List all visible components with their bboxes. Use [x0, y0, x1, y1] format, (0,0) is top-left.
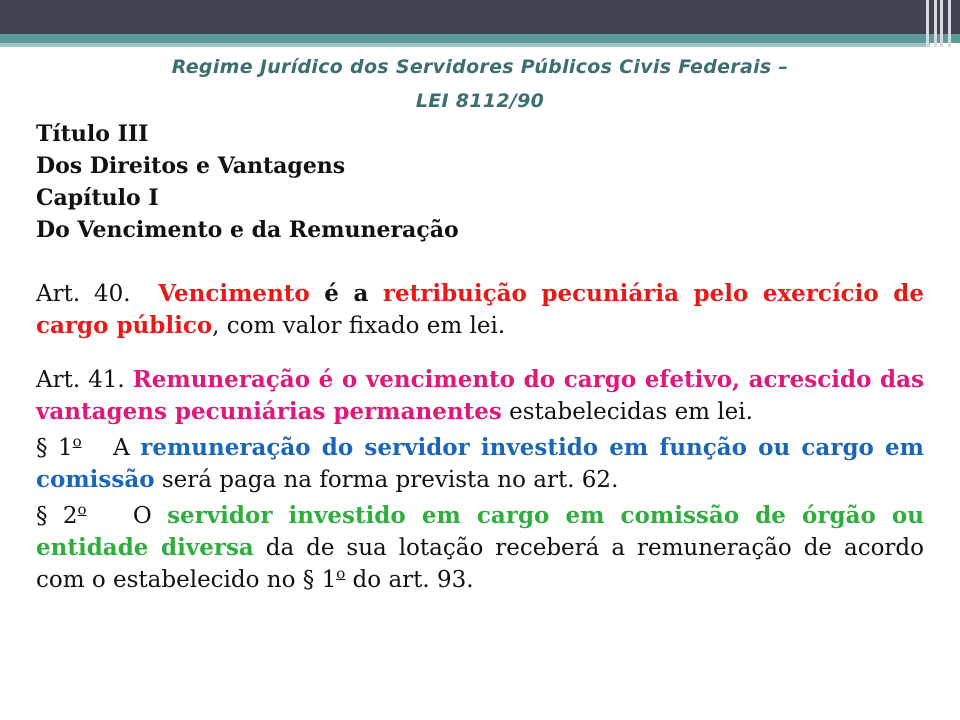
- top-teal-bar: [0, 34, 960, 43]
- capitulo-heading: Capítulo I: [36, 185, 159, 211]
- par1-article: A: [113, 435, 130, 461]
- par2-mid: da de sua lotação receberá a remuneração de acordo com o estabelecido no § 1: [36, 535, 924, 593]
- par2-sup2: o: [336, 564, 346, 583]
- art40-connector: é a: [309, 280, 383, 307]
- page-title: [40, 50, 920, 118]
- art40-paragraph: [36, 278, 924, 342]
- par1-symbol: § 1: [36, 435, 73, 461]
- capitulo-name-heading: Do Vencimento e da Remuneração: [36, 217, 459, 243]
- paragraph-1: [36, 432, 924, 496]
- art40-suffix: , com valor fixado em lei.: [212, 313, 506, 339]
- art41-highlight: Remuneração é o vencimento do cargo efetivo, acrescido das vantagens pecuniárias permanentes: [36, 366, 924, 425]
- slide-content: [36, 118, 924, 596]
- par1-suffix: será paga na forma prevista no art. 62.: [154, 467, 619, 493]
- decorative-vertical-lines: [926, 0, 954, 47]
- par2-article: O: [132, 503, 152, 529]
- page-title-line2: LEI 8112/90: [415, 90, 545, 112]
- art40-term: Vencimento: [158, 280, 310, 307]
- art40-prefix: Art. 40.: [36, 281, 131, 307]
- par2-symbol: § 2: [36, 503, 78, 529]
- titulo-name-heading: Dos Direitos e Vantagens: [36, 153, 346, 179]
- par2-highlight: servidor investido em cargo em comissão de órgão ou entidade diversa: [36, 502, 924, 561]
- par1-sup: o: [72, 432, 82, 451]
- paragraph-2: [36, 500, 924, 596]
- par2-sup: o: [77, 500, 87, 519]
- art41-suffix: estabelecidas em lei.: [501, 399, 753, 425]
- titulo-heading: Título III: [36, 121, 149, 147]
- page-title-line1: Regime Jurídico dos Servidores Públicos Civis Federais –: [171, 56, 789, 78]
- top-light-bar: [0, 43, 930, 47]
- art41-paragraph: [36, 364, 924, 428]
- top-dark-bar: [0, 0, 960, 34]
- par1-highlight: remuneração do servidor investido em função ou cargo em comissão: [36, 434, 925, 493]
- art40-definition: retribuição pecuniária pelo exercício de cargo público: [36, 280, 925, 339]
- art41-prefix: Art. 41.: [36, 367, 125, 393]
- section-headings: [36, 118, 924, 246]
- par2-end: do art. 93.: [345, 567, 474, 593]
